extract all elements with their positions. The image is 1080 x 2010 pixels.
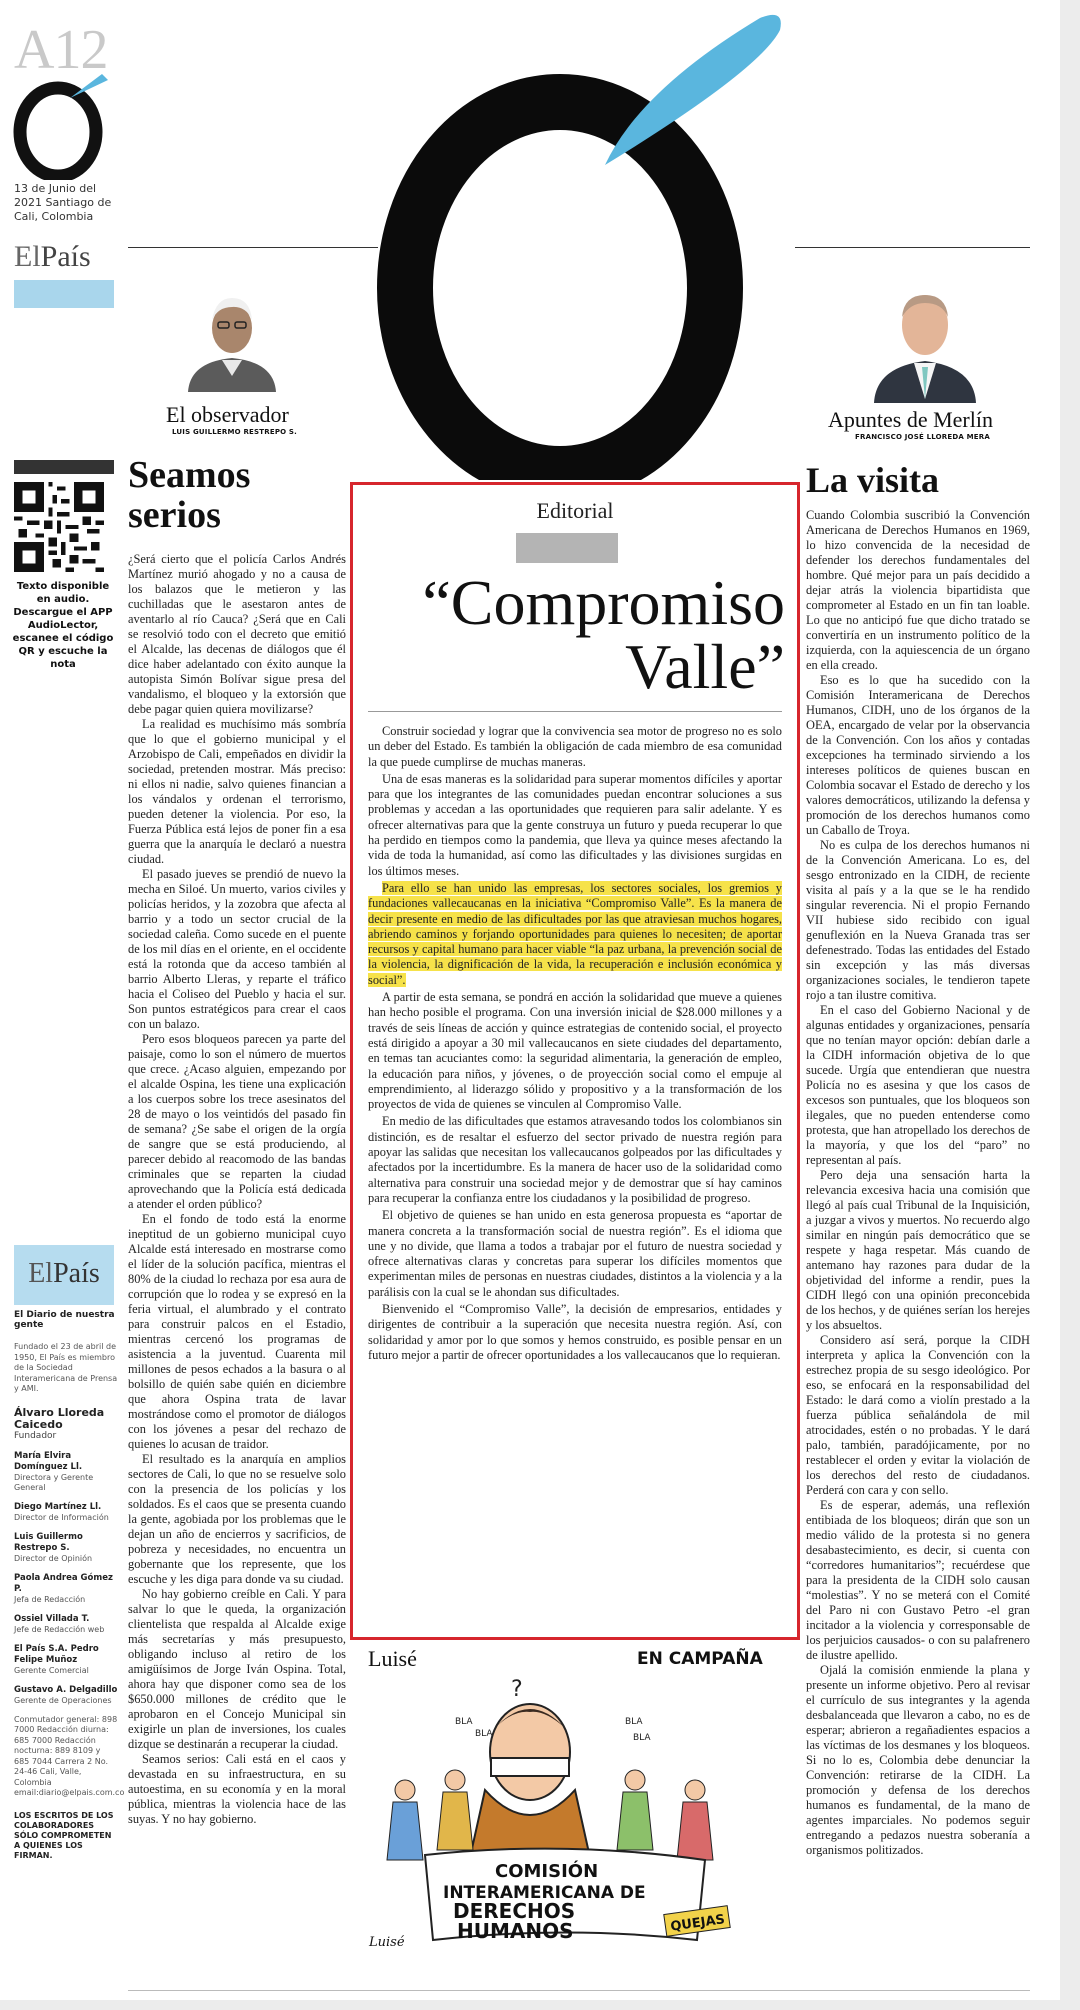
cartoon-bla: BLA: [633, 1733, 651, 1743]
qr-code-icon[interactable]: [14, 482, 104, 572]
date-line: 13 de Junio del 2021 Santiago de Cali, Colombia: [14, 182, 112, 223]
left-paragraph: Pero esos bloqueos parecen ya parte del paisaje, como lo son el número de muertos que crece. ¿Acaso alguien, empezando por el alcalde Ospina, les tiene una explicación a los cuerpos sobre los trece asesinatos del 28 de mayo o los veintidós del pasado fin de semana? ¿Se sabe el origen de la orgía de sangre que se está produciendo, al parecer debido al reacomodo de las bandas criminales que se reparten la ciudad aprovechando que la Policía está dedicada a atender el orden público?: [128, 1032, 346, 1211]
el-pais-logo: ElPaís: [14, 240, 91, 273]
staff-role: Jefe de Redacción web: [14, 1624, 105, 1634]
left-paragraph: En el fondo de todo está la enorme ineptitud de un gobierno municipal cuyo Alcalde está interesado en mostrarse como el líder de la solución pacífica, mientras el 80% de la ciudad lo rechaza por esa aura de corrupción que lo rodea y se expresó en la feria virtual, el alumbrado y el contrato para construir palcos en el Estadio, mientras cercenó los programas de asistencia a la juventud. Cuarenta mil millones de pesos echados a la basura o al bolsillo de quién sabe quién en diciembre que ahora Ospina trata de lavar mostrándose como el promotor de diálogos con los jóvenes a pesar del rechazo de quienes lo acusan de traidor.: [128, 1212, 346, 1451]
staff-role: Directora y Gerente General: [14, 1472, 94, 1492]
page-number: A12: [14, 19, 108, 81]
left-paragraph: No hay gobierno creíble en Cali. Y para salvar lo que le queda, la organización clientelista que respalda al Alcalde exige más secretarías y más presupuesto, obligando incluso al retiro de los amigüísimos de Jorge Iván Ospina. Total, ahora hay que disponer como sea de los $650.000 millones de crédito que le aprobaron en el Concejo Municipal sin exigirle un plan de inversiones, los cuales dizque se destinarán a recuperar la ciudad.: [128, 1587, 346, 1751]
founder-role: Fundador: [14, 1430, 57, 1441]
editorial-gray-block: [516, 533, 618, 563]
column-name-left: El observador: [166, 402, 289, 427]
staff-name: Ossiel Villada T.: [14, 1613, 90, 1624]
staff-role: Gerente Comercial: [14, 1665, 89, 1675]
cartoon-bla: BLA: [625, 1717, 643, 1727]
founder-name: Álvaro Lloreda Caicedo: [14, 1405, 105, 1431]
cartoon-signature: Luisé: [369, 1935, 405, 1950]
right-headline: La visita: [806, 460, 940, 500]
staff-name: El País S.A. Pedro Felipe Muñoz: [14, 1643, 99, 1665]
left-paragraph: ¿Será cierto que el policía Carlos Andrés Martínez murió ahogado y no a causa de los balazos que le metieron y las cuchilladas que le asestaron antes de aventarlo al río Cauca? ¿Será que en Cali se resolvió todo con el decreto que emitió el Alcalde, las decenas de diálogos que él dice haber adelantado con éxito aunque la autopista Simón Bolívar sigue presa del vandalismo, el bloqueo y la extorsión que debe pagar quien quiera movilizarse?: [128, 552, 346, 716]
columnist-portrait-right: [870, 275, 980, 403]
highlighted-text: Para ello se han unido las empresas, los sectores sociales, los gremios y fundaciones vallecaucanas en la iniciativa “Compromiso Valle”. Es la manera de decir presente en medio de las dificultades por las que atraviesan muchos hogares, abriendo caminos y forjando oportunidades para quienes lo necesiten; de aportar recursos y capital humano para hacer viable “la paz urbana, la prevención social de la violencia, la dignificación de la vida, la recuperación e inclusión económica y social”.: [368, 880, 782, 987]
column-author-left: LUIS GUILLERMO RESTREPO S.: [172, 428, 298, 436]
staff-name: Paola Andrea Gómez P.: [14, 1572, 113, 1594]
editorial-paragraph: A partir de esta semana, se pondrá en acción la solidaridad que mueve a quienes han hecho posible el programa. Con una inversión inicial de $28.000 millones y a través de seis líneas de acción y quince estrategias de contenido social, el proyecto está dirigido a apoyar a 30 mil vallecaucanos en siete ciudades del departamento, en temas tan acuciantes como: la seguridad alimentaria, la generación de empleo, la educación para niños, y jóvenes, o de proyección social como el empuje al emprendimiento, al liderazgo sólido y propositivo y a la transformación de los proyectos de vida de quienes se vinculen al Compromiso Valle.: [368, 990, 782, 1112]
editorial-title-line1: “Compromiso: [422, 567, 785, 638]
header-rule-left: [128, 247, 378, 248]
cartoon-artist-label: Luisé: [368, 1646, 417, 1671]
staff-role: Jefa de Redacción: [14, 1594, 86, 1604]
cartoon-small-person: [685, 1780, 705, 1800]
masthead-founded: Fundado el 23 de abril de 1950, El País es miembro de la Sociedad Interamericana de Prensa y AMI.: [14, 1342, 118, 1393]
cartoon-tag-text: QUEJAS: [669, 1912, 726, 1935]
cartoon-small-person: [625, 1770, 645, 1790]
cartoon-caption: EN CAMPAÑA: [637, 1649, 763, 1669]
staff-name: María Elvira Domínguez Ll.: [14, 1450, 83, 1472]
right-paragraph: Ojalá la comisión enmiende la plana y presente un informe objetivo. Pero al revisar el currículo de sus integrantes y la agenda desbalanceada que llevaron a cabo, no es de esperar; abrieron a regañadientes espacios a las víctimas de los desmanes y los bloqueos. Si no lo es, Colombia debe denunciar la Convención: retirarse de la CIDH. La promoción y defensa de los derechos humanos es fundamental, de la mano de agentes imparciales. No podemos seguir entregando a pedazos nuestra soberanía a organismos politizados.: [806, 1663, 1030, 1857]
cartoon-face: [490, 1704, 570, 1800]
footer-rule: [128, 1990, 1030, 1991]
cartoon-banner-line: INTERAMERICANA DE: [443, 1883, 646, 1903]
masthead-logo: ElPaís: [28, 1258, 100, 1289]
editorial-paragraph: El objetivo de quienes se han unido en esta generosa propuesta es “aportar de manera concreta a la transformación social de nuestra región”. Es el idioma que une y no divide, que llama a todos a trabajar por el futuro de nuestra sociedad y ofrece alternativas claras y concretas para superar los difíciles momentos que experimentan miles de personas en nuestras ciudades, distintos a la violencia y a la parálisis con la cual se le ahondan sus dificultades.: [368, 1208, 782, 1299]
right-paragraph: Pero deja una sensación harta la relevancia excesiva hacia una comisión que llegó al país cual Tribunal de la Inquisición, a juzgar a vivos y muertos. No recuerdo algo similar en ningún país democrático que se respete y haga respetar. Más cuando de antemano hay razones para dudar de la objetividad del informe a rendir, pues la CIDH llegó con una opinión preconcebida de los hechos, y de quiénes serían los herejes y los absueltos.: [806, 1168, 1030, 1332]
masthead: [14, 1310, 125, 1861]
editorial-paragraph: Una de esas maneras es la solidaridad para superar momentos difíciles y aportar para que los integrantes de las comunidades puedan encontrar soluciones a sus problemas y accedan a las oportunidades que requieren para salir adelante. Y es ofrecer alternativas para que la gente construya un futuro y pueda recuperar lo que ha perdido en tiempos como la pandemia, que lleva ya quince meses afectando la vida de toda la humanidad, así como las dificultades y las divisiones surgidas en los últimos meses.: [368, 771, 782, 878]
masthead-contact: Conmutador general: 898 7000 Redacción diurna: 685 7000 Redacción nocturna: 889 8109 y 685 7044 Carrera 2 No. 24-46 Cali, Valle, Colombia email:diario@elpais.com.co: [14, 1714, 125, 1797]
left-paragraph: El pasado jueves se prendió de nuevo la mecha en Siloé. Un muerto, varios civiles y policías heridos, y la zozobra que afecta al barrio y a todo un sector crucial de la sociedad caleña. Como sucede en el puente de los mil días en el oriente, en el occidente está la rotonda que da acceso también al barrio Alberto Lleras, y reparte el tráfico hacia el Coliseo del Pueblo y hacia el sur. Son puntos estratégicos para crear el caos con un balazo.: [128, 867, 346, 1031]
cartoon-bla: BLA: [455, 1717, 473, 1727]
audio-note: Texto disponible en audio. Descargue el APP AudioLector, escanee el código QR y escuche la nota: [12, 581, 114, 670]
editorial-paragraph: En medio de las dificultades que estamos atravesando todos los colombianos sin distinción, es de resaltar el esfuerzo del sector privado de nuestra región para apoyar las salidas que necesitan los vallecaucanos golpeados por las dificultades y afectados por la incertidumbre. Es la manera de hacer uso de la solidaridad como alternativa para construir una sociedad mejor y de demostrar que sí hay caminos para recuperar la confianza entre los ciudadanos y la posibilidad de progreso.: [368, 1114, 782, 1205]
columnist-portrait-left: [180, 280, 284, 392]
right-article-body: [806, 508, 1030, 1858]
staff-role: Director de Opinión: [14, 1553, 93, 1563]
right-paragraph: Cuando Colombia suscribió la Convención Americana de Derechos Humanos en 1969, lo hizo convencida de la necesidad de defender los derechos fundamentales del hombre. Qué mejor para un país decidido a dejar atrás la violencia bipartidista que comprometer al Estado en un fin tan loable. Lo que no anticipó fue que dicho tratado se convertiría en un instrumento político de la izquierda, con la aquiescencia de un órgano en ella creado.: [806, 508, 1030, 672]
editorial-body: [368, 724, 782, 1363]
cartoon-banner-line: HUMANOS: [457, 1919, 574, 1943]
editorial-cartoon: [365, 1640, 795, 1955]
staff-role: Gerente de Operaciones: [14, 1695, 112, 1705]
opinion-o-logo-small: [10, 70, 120, 180]
cartoon-gag: [491, 1758, 569, 1776]
masthead-disclaimer: LOS ESCRITOS DE LOS COLABORADORES SÓLO COMPROMETEN A QUIENES LOS FIRMAN.: [14, 1810, 114, 1860]
right-paragraph: En el caso del Gobierno Nacional y de algunas entidades y organizaciones, pensaría que no tenían mayor opción: debían darle a la CIDH información objetiva de lo que sucede. Urgía que entendieran que nuestra Policía no es asesina y que los casos de excesos son puntuales, que los bloqueos son ilegales, que no pueden entenderse como protesta, que han atropellado los derechos de la mayoría, y que los del “paro” no representan al país.: [806, 1003, 1030, 1167]
cartoon-banner-line: DERECHOS: [453, 1899, 576, 1923]
cartoon-small-person: [445, 1770, 465, 1790]
cartoon-small-person: [395, 1780, 415, 1800]
right-paragraph: Es de esperar, además, una reflexión entibiada de los bloqueos; dirán que son un medio válido de la protesta si no genera desabastecimiento, es decir, si cuenta con “corredores humanitarios”; recuérdese que para la presidenta de la CIDH solo causan “molestias”. Y no se meterá con el Comité del Paro ni con Gustavo Petro -el gran incitador a la violencia y corresponsable de los perjuicios causados- o con su palafrenero de ilustre apellido.: [806, 1498, 1030, 1662]
editorial-paragraph: Construir sociedad y lograr que la convivencia sea motor de progreso no es solo un deber del Estado. Es también la obligación de cada miembro de esa comunidad la que puede cumplirse de muchas maneras.: [368, 724, 782, 769]
svg-text:?: ?: [511, 1677, 523, 1702]
staff-name: Gustavo A. Delgadillo: [14, 1684, 118, 1695]
staff-role: Director de Información: [14, 1512, 109, 1522]
right-paragraph: Eso es lo que ha sucedido con la Comisión Interamericana de Derechos Humanos, CIDH, uno de los órganos de la OEA, encargado de velar por la observancia de la Convención. Con los años y contadas excepciones ha terminado sirviendo a los intereses políticos de quienes buscan en Colombia socavar el Estado de derecho y los valores democráticos, utilizando la defensa y promoción de los derechos humanos como un Caballo de Troya.: [806, 673, 1030, 837]
left-paragraph: El resultado es la anarquía en amplios sectores de Cali, lo que no se resuelve solo con la presencia de los policías y los soldados. Es el caos que se presenta cuando la gente, agobiada por los problemas que le dejan un año de encierros y sacrificios, de pobreza y necesidades, no encuentra un gobernante que los represente, que los escuche y les diga para donde va su ciudad.: [128, 1452, 346, 1586]
staff-name: Luis Guillermo Restrepo S.: [14, 1531, 83, 1553]
staff-name: Diego Martínez Ll.: [14, 1501, 102, 1512]
cartoon-bla: BLA: [475, 1729, 493, 1739]
right-paragraph: Considero así será, porque la CIDH interpreta y aplica la Convención con la estrechez propia de su sesgo ideológico. Por eso, se enfocará en la responsabilidad del Estado: le dará como a violín prestado a la fuerza pública señalándola de mil atrocidades, estén o no probadas. Y le dará palo, también, paradójicamente, por no restablecer el orden y evitar la violación de los derechos del resto de ciudadanos. Perderá con cara y con sello.: [806, 1333, 1030, 1497]
left-paragraph: La realidad es muchísimo más sombría que lo que el gobierno municipal y el Arzobispo de Cali, empeñados en dividir la sociedad, pretenden mostrar. Más preciso: ni ellos ni nadie, salvo quienes financian a los vándalos y ordenan el terrorismo, pueden detener la violencia. Por eso, la Fuerza Pública está lejos de poner fin a esa guerra que la anarquía le declaró a nuestra ciudad.: [128, 717, 346, 866]
column-name-right: Apuntes de Merlín: [828, 407, 993, 432]
column-author-right: FRANCISCO JOSÉ LLOREDA MERA: [855, 433, 990, 441]
masthead-tagline: El Diario de nuestra gente: [14, 1310, 115, 1330]
cartoon-banner-line: COMISIÓN: [495, 1861, 599, 1882]
left-article-body: [128, 552, 346, 1827]
audio-section-bar: [14, 460, 114, 474]
editorial-paragraph: Bienvenido el “Compromiso Valle”, la decisión de empresarios, entidades y dirigentes de contribuir a la superación que necesita nuestra región. Así, con solidaridad y amor por lo que somos y hemos construido, es posible pensar en un futuro mejor a partir de ofrecer oportunidades a los vallecaucanos que lo requieran.: [368, 1301, 782, 1362]
brand-color-bar: [14, 280, 114, 308]
right-paragraph: No es culpa de los derechos humanos ni de la Convención Americana. Lo es, del sesgo entronizado en la CIDH, de reciente visita al país y a la que se le ha rendido singular reverencia. Ni el propio Fernando VII hubiese sido recibido con igual genuflexión en la Nueva Granada tras ser defenestrado. Todas las entidades del Estado sin excepción y las más diversas organizaciones sociales, le tendieron tapete rojo a tan ilustre comitiva.: [806, 838, 1030, 1002]
left-headline: Seamos serios: [128, 454, 251, 536]
left-paragraph: Seamos serios: Cali está en el caos y devastada en su infraestructura, en su autoestima, en su economía y en la moral pública, mientras la violencia hace de las suyas. Y no hay gobierno.: [128, 1752, 346, 1826]
opinion-o-logo-large: [340, 0, 820, 480]
editorial-title-line2: Valle”: [625, 631, 785, 702]
editorial-highlighted-paragraph: [368, 881, 782, 988]
editorial-title-rule: [368, 711, 782, 712]
editorial-label: Editorial: [536, 498, 614, 523]
header-rule-right: [795, 247, 1030, 248]
